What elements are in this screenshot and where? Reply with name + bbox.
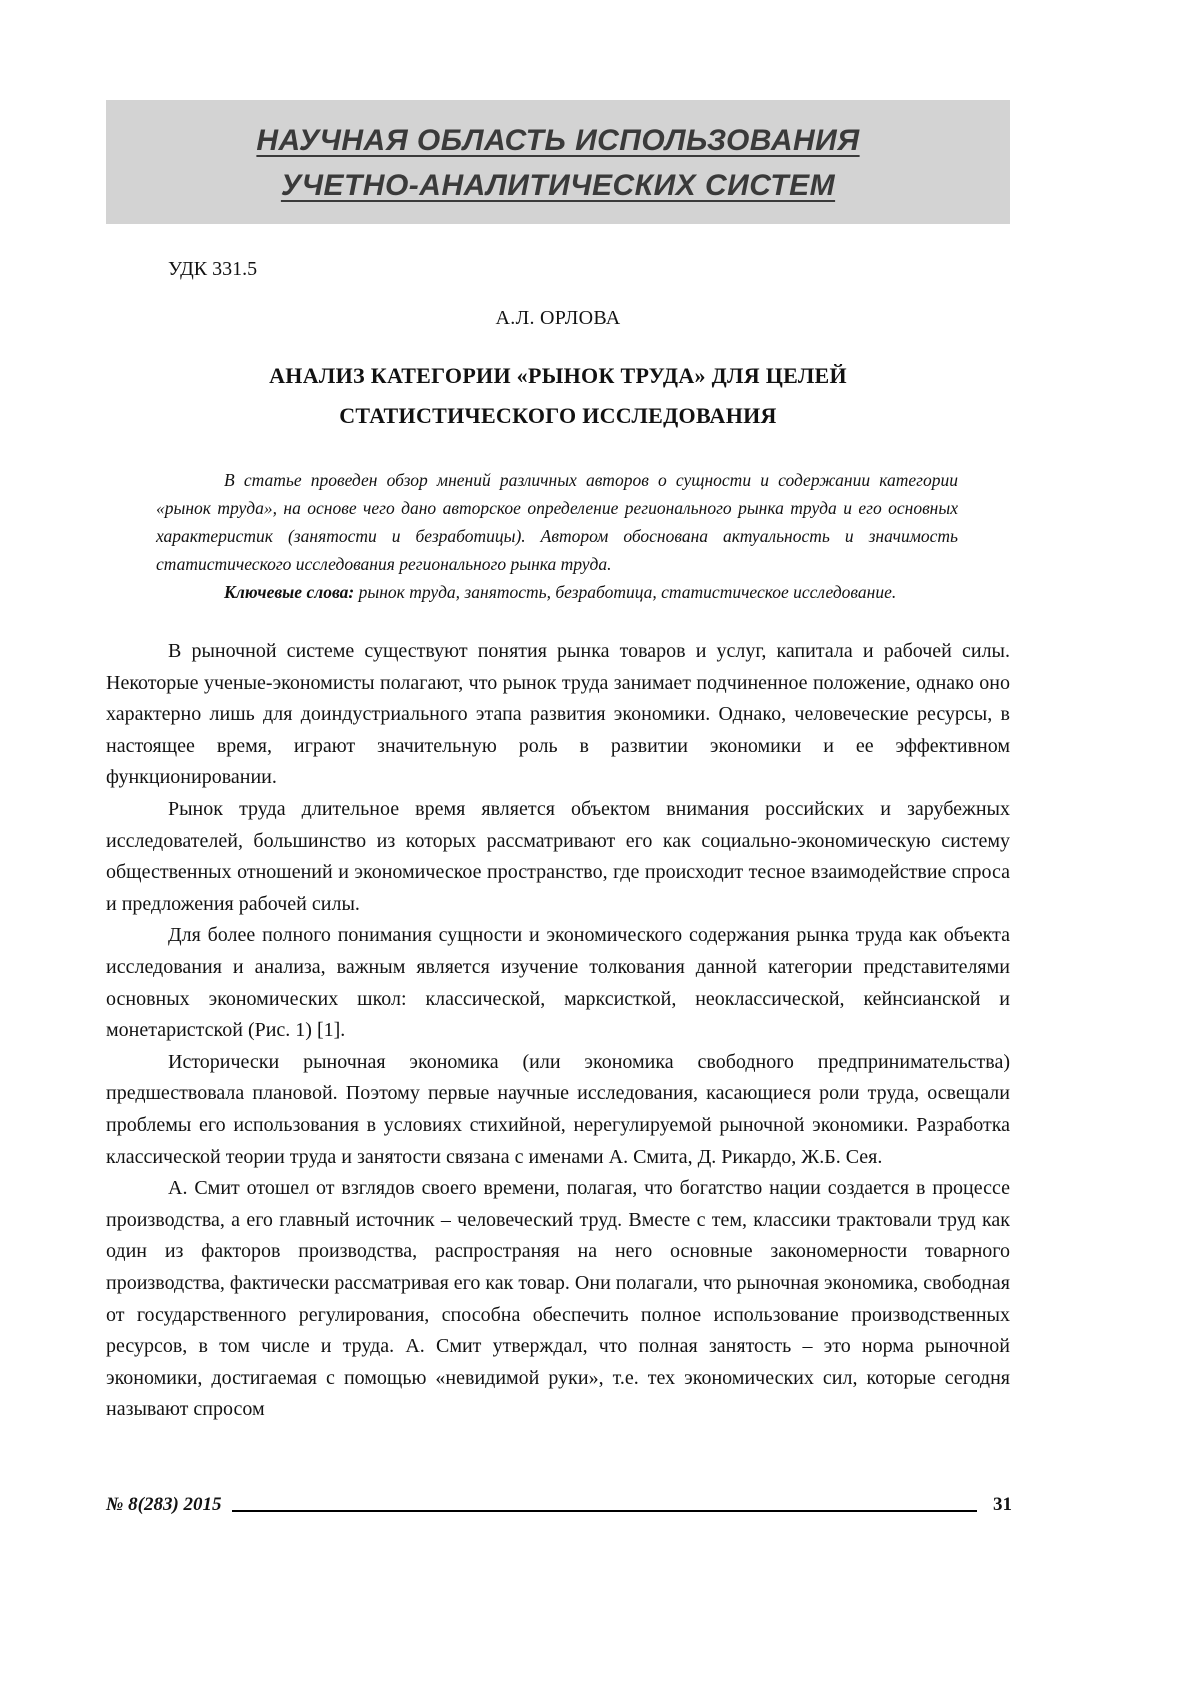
article-title-line-2: СТАТИСТИЧЕСКОГО ИССЛЕДОВАНИЯ [339,403,777,429]
article-body [106,636,1010,1426]
paragraph-1: В рыночной системе существуют понятия рынка товаров и услуг, капитала и рабочей силы. Некоторые ученые-экономисты полагают, что рынок труда занимает подчиненное положение, однако оно характерно лишь для доиндустриального этапа развития экономики. Однако, человеческие ресурсы, в настоящее время, играют значительную роль в развитии экономики и ее эффективном функционировании. [106,640,1010,789]
issue-label: № 8(283) 2015 [106,1494,222,1515]
section-banner [106,100,1010,224]
udc-code: УДК 331.5 [168,258,258,280]
section-banner-line-1: НАУЧНАЯ ОБЛАСТЬ ИСПОЛЬЗОВАНИЯ [256,124,860,157]
paragraph-2: Рынок труда длительное время является объектом внимания российских и зарубежных исследователей, большинство из которых рассматривают его как социально-экономическую систему общественных отношений и экономическое пространство, где происходит тесное взаимодействие спроса и предложения рабочей силы. [106,798,1010,915]
page-footer [106,1494,1012,1516]
abstract-text: В статье проведен обзор мнений различных авторов о сущности и содержании категории «рынок труда», на основе чего дано авторское определение регионального рынка труда и его основных характеристик (занятости и безработицы). Автором обоснована актуальность и значимость статистического исследования регионального рынка труда. [156,470,958,575]
page-number: 31 [993,1494,1012,1515]
keywords-text: рынок труда, занятость, безработица, статистическое исследование. [354,582,897,603]
paragraph-3: Для более полного понимания сущности и экономического содержания рынка труда как объекта исследования и анализа, важным является изучение толкования данной категории представителями основных экономических школ: классической, марксисткой, неоклассической, кейнсианской и монетаристской (Рис. 1) [1]. [106,924,1010,1042]
abstract-block [156,466,958,606]
footer-rule [232,1510,977,1512]
keywords-label: Ключевые слова: [224,582,355,603]
paragraph-5: А. Смит отошел от взглядов своего времени, полагая, что богатство нации создается в процессе производства, а его главный источник – человеческий труд. Вместе с тем, классики трактовали труд как один из факторов производства, распространяя на него основные закономерности товарного производства, фактически рассматривая его как товар. Они полагали, что рыночная экономика, свободная от государственного регулирования, способна обеспечить полное использование производственных ресурсов, в том числе и труда. А. Смит утверждал, что полная занятость – это норма рыночной экономики, достигаемая с помощью «невидимой руки», т.е. тех экономических сил, которые сегодня называют спросом [106,1177,1011,1421]
article-title [106,356,1010,436]
author-name: А.Л. ОРЛОВА [495,307,621,329]
keywords-line [156,578,958,606]
section-banner-line-2: УЧЕТНО-АНАЛИТИЧЕСКИХ СИСТЕМ [280,169,836,202]
article-title-line-1: АНАЛИЗ КАТЕГОРИИ «РЫНОК ТРУДА» ДЛЯ ЦЕЛЕЙ [269,363,847,388]
paragraph-4: Исторически рыночная экономика (или экономика свободного предпринимательства) предшествовала плановой. Поэтому первые научные исследования, касающиеся роли труда, освещали проблемы его использования в условиях стихийной, нерегулируемой рыночной экономики. Разработка классической теории труда и занятости связана с именами А. Смита, Д. Рикардо, Ж.Б. Сея. [106,1050,1010,1168]
